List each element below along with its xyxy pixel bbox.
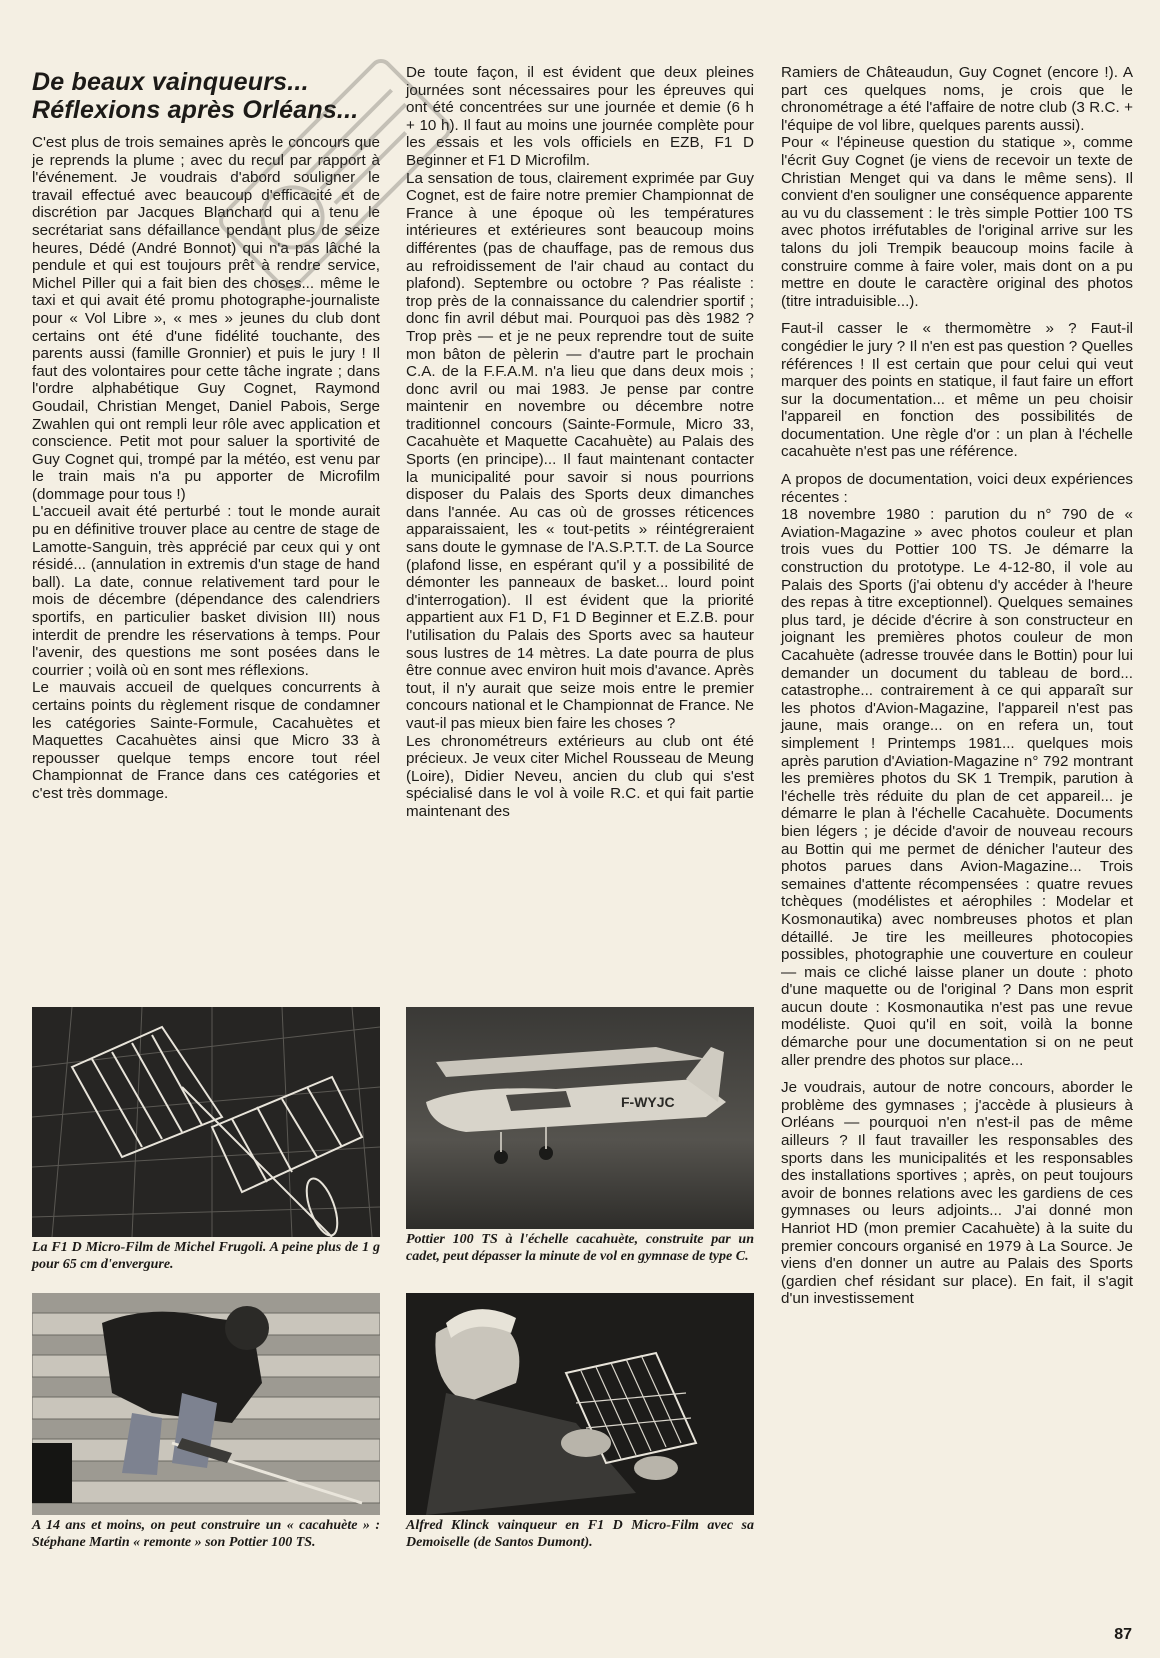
registration-mark: F-WYJC [621, 1094, 675, 1110]
photo-pottier-model [406, 1007, 754, 1229]
photo-alfred-klinck [406, 1293, 754, 1515]
paragraph: Pour « l'épineuse question du statique », comme l'écrit Guy Cognet (je viens de recevoir un texte de Christian Menget qui va dans le même sens). Il convient d'en souligner une conséquence apparente au vu du classement : le très simple Pottier 100 TS avec photos irréfutables de l'original arrive sur les talons du joli Trempik beaucoup moins facile à construire comme à faire voler, mais dont on a pu mettre en doute le caractère original des photos (titre intraduisible...). [781, 134, 1133, 310]
paragraph: La sensation de tous, clairement exprimée par Guy Cognet, est de faire notre premier Championnat de France à une époque où les températures intérieures et extérieures sont beaucoup moins différentes (pas de chauffage, pas de remous dus au refroidissement de l'air chaud au contact du plafond). Septembre ou octobre ? Pas réaliste : trop près de la connaissance du calendrier sportif ; donc fin avril début mai. Pourquoi pas dès 1982 ? Trop près — et je ne peux reprendre tout de suite mon bâton de pèlerin — d'autre part le prochain C.A. de la F.F.A.M. n'a lieu que dans deux mois ; donc avril ou mai 1983. Je pense par contre maintenir en novembre ou décembre notre traditionnel concours (Sainte-Formule, Micro 33, Cacahuète et Maquette Cacahuète) au Palais des Sports (en principe)... Il faut maintenant contacter la municipalité pour savoir si nous pourrions disposer du Palais des Sports deux dimanches dans l'année. Au cas où de grosses réticences apparaissaient, les « tout-petits » réintégreraient sans doute le gymnase de l'A.S.P.T.T. de La Source (plafond lisse, en espérant qu'il y a possibilité de démonter les panneaux de basket... lourd point d'interrogation). Il est évident que la priorité appartient aux F1 D, F1 D Beginner et E.Z.B. pour l'utilisation du Palais des Sports avec sa hauteur sous lustres de 14 mètres. La date pourra de plus être connue avec environ huit mois d'avance. Après tout, il n'y aurait que seize mois entre le premier concours national et le Championnat de France. Ne vaut-il pas mieux bien faire les choses ? [406, 169, 754, 732]
paragraph: Les chronométreurs extérieurs au club ont été précieux. Je veux citer Michel Rousseau de Meung (Loire), Didier Neveu, ancien du club qui s'est spécialisé dans le vol à voile R.C. et qui fait partie maintenant des [406, 732, 754, 820]
paragraph: A propos de documentation, voici deux expériences récentes : [781, 471, 1133, 506]
photo-microfilm-model [32, 1007, 380, 1237]
article-title: De beaux vainqueurs... Réflexions après Orléans... [32, 68, 359, 124]
paragraph: Faut-il casser le « thermomètre » ? Faut-il congédier le jury ? Il n'en est pas question ? Quelles références ! Il est certain que pour celui qui veut marquer des points en statique, il faut faire un effort sur la documentation... et même un peu choisir l'appareil en fonction des possibilités de documentation. Une règle d'or : un plan à l'échelle cacahuète n'est pas une référence. [781, 320, 1133, 461]
paragraph: L'accueil avait été perturbé : tout le monde aurait pu en définitive trouver place au centre de stage de Lamotte-Sanguin, très apprécié par ceux qui y ont résidé... (annulation in extremis d'un stage de hand ball). La date, connue relativement tard pour le mois de décembre (dépendance des calendriers sportifs, en particulier basket division III) nous interdit de prendre les réservations à temps. Pour l'avenir, des questions me sont posées dans le courrier ; voilà où en sont mes réflexions. [32, 503, 380, 679]
column-2 [406, 64, 754, 821]
paragraph: C'est plus de trois semaines après le concours que je reprends la plume ; avec du recul par rapport à l'événement. Je voudrais d'abord souligner le travail effectué avec beaucoup d'efficacité et de discrétion par Jacques Blanchard qui a tenu le secrétariat sans défaillance pendant plus de seize heures, Dédé (André Bonnot) qui n'a pas lâché la pendule et qui est toujours prêt à rendre service, Michel Piller qui a fait bien des choses... même le taxi et qui avait été promu photographe-journaliste pour « Vol Libre », « mes » jeunes du club dont certains ont été d'une fidélité touchante, des parents aussi (famille Gronnier) et puis le jury ! Il faut des volontaires pour cette tâche ingrate ; dans l'ordre alphabétique Guy Cognet, Raymond Goudail, Christian Menget, Daniel Pabois, Serge Zwahlen qui ont rempli leur rôle avec application et conscience. Petit mot pour saluer la sportivité de Guy Cognet qui, trompé par la météo, est venu par le train mais n'a pu apporter de Microfilm (dommage pour tous !) [32, 134, 380, 503]
photo-caption: Alfred Klinck vainqueur en F1 D Micro-Film avec sa Demoiselle (de Santos Dumont). [406, 1518, 754, 1550]
paragraph: Ramiers de Châteaudun, Guy Cognet (encore !). A part ces quelques noms, je crois que le chronométrage a été l'affaire de notre club (3 R.C. + l'équipe de vol libre, quelques parents aussi). [781, 64, 1133, 134]
photo-caption: Pottier 100 TS à l'échelle cacahuète, construite par un cadet, peut dépasser la minute de vol en gymnase de type C. [406, 1232, 754, 1264]
paragraph: De toute façon, il est évident que deux pleines journées sont nécessaires pour les épreuves qui ont été concentrées sur une journée et demie (6 h + 10 h). Il faut au moins une journée complète pour les essais et les vols officiels en EZB, F1 D Beginner et F1 D Microfilm. [406, 64, 754, 169]
photo-young-builder [32, 1293, 380, 1515]
column-1 [32, 64, 380, 803]
column-3 [781, 64, 1133, 1308]
photo-caption: A 14 ans et moins, on peut construire un « cacahuète » : Stéphane Martin « remonte » son Pottier 100 TS. [32, 1518, 380, 1550]
paragraph: Le mauvais accueil de quelques concurrents à certains points du règlement risque de condamner les catégories Sainte-Formule, Cacahuètes et Maquettes Cacahuètes ainsi que Micro 33 à repousser quelque temps encore tout réel Championnat de France dans ces catégories et c'est très dommage. [32, 679, 380, 802]
paragraph: 18 novembre 1980 : parution du n° 790 de « Aviation-Magazine » avec photos couleur et plan trois vues du Pottier 100 TS. Je démarre la construction du prototype. Le 4-12-80, il vole au Palais des Sports (j'ai obtenu d'y accéder à l'heure des repas à titre exceptionnel). Quelques semaines plus tard, je décide d'écrire à son constructeur en joignant les premières photos couleur de mon Cacahuète (adresse trouvée dans le Bottin) pour lui demander un document du tableau de bord... catastrophe... contrairement à ce qui apparaît sur les photos d'Avion-Magazine, l'appareil n'est pas jaune, mais orange... on en refera un, tout simplement ! Printemps 1981... quelques mois après parution d'Aviation-Magazine n° 792 montrant les premières photos du SK 1 Trempik, parution à l'échelle très réduite du plan de cet appareil... je démarre le plan à l'échelle Cacahuète. Documents bien légers ; je décide d'avoir de nouveau recours au Bottin qui me permet de dénicher l'auteur des photos parues dans Avion-Magazine... Trois semaines d'attente récompensées : quatre revues tchèques (modélistes et aérophiles : Modelar et Kosmonautika) avec nombreuses photos et plan détaillé. Je tire les meilleures photocopies possibles, photographie une couverture en couleur — mais ce cliché laisse planer un doute : photo d'une maquette ou de l'original ? Dans mon esprit aucun doute : Kosmonautika n'est pas une revue modéliste. Quoi qu'il en soit, voilà la bonne démarche pour une documentation si on ne peut aller prendre des photos sur place... [781, 506, 1133, 1069]
page-number: 87 [1114, 1626, 1132, 1643]
photo-caption: La F1 D Micro-Film de Michel Frugoli. A peine plus de 1 g pour 65 cm d'envergure. [32, 1240, 380, 1272]
paragraph: Je voudrais, autour de notre concours, aborder le problème des gymnases ; j'accède à plusieurs à Orléans — pourquoi n'en n'est-il pas de même ailleurs ? Il faut travailler les responsables des sports dans les municipalités et les responsables des installations sportives ; après, on peut toujours avoir de bonnes relations avec les gardiens de ces gymnases ou leurs adjoints... J'ai donné mon Hanriot HD (mon premier Cacahuète) à la suite du premier concours organisé en 1979 à La Source. Je viens d'en donner un autre au Palais des Sports (gardien chef résidant sur place). En fait, il s'agit d'un investissement [781, 1079, 1133, 1308]
